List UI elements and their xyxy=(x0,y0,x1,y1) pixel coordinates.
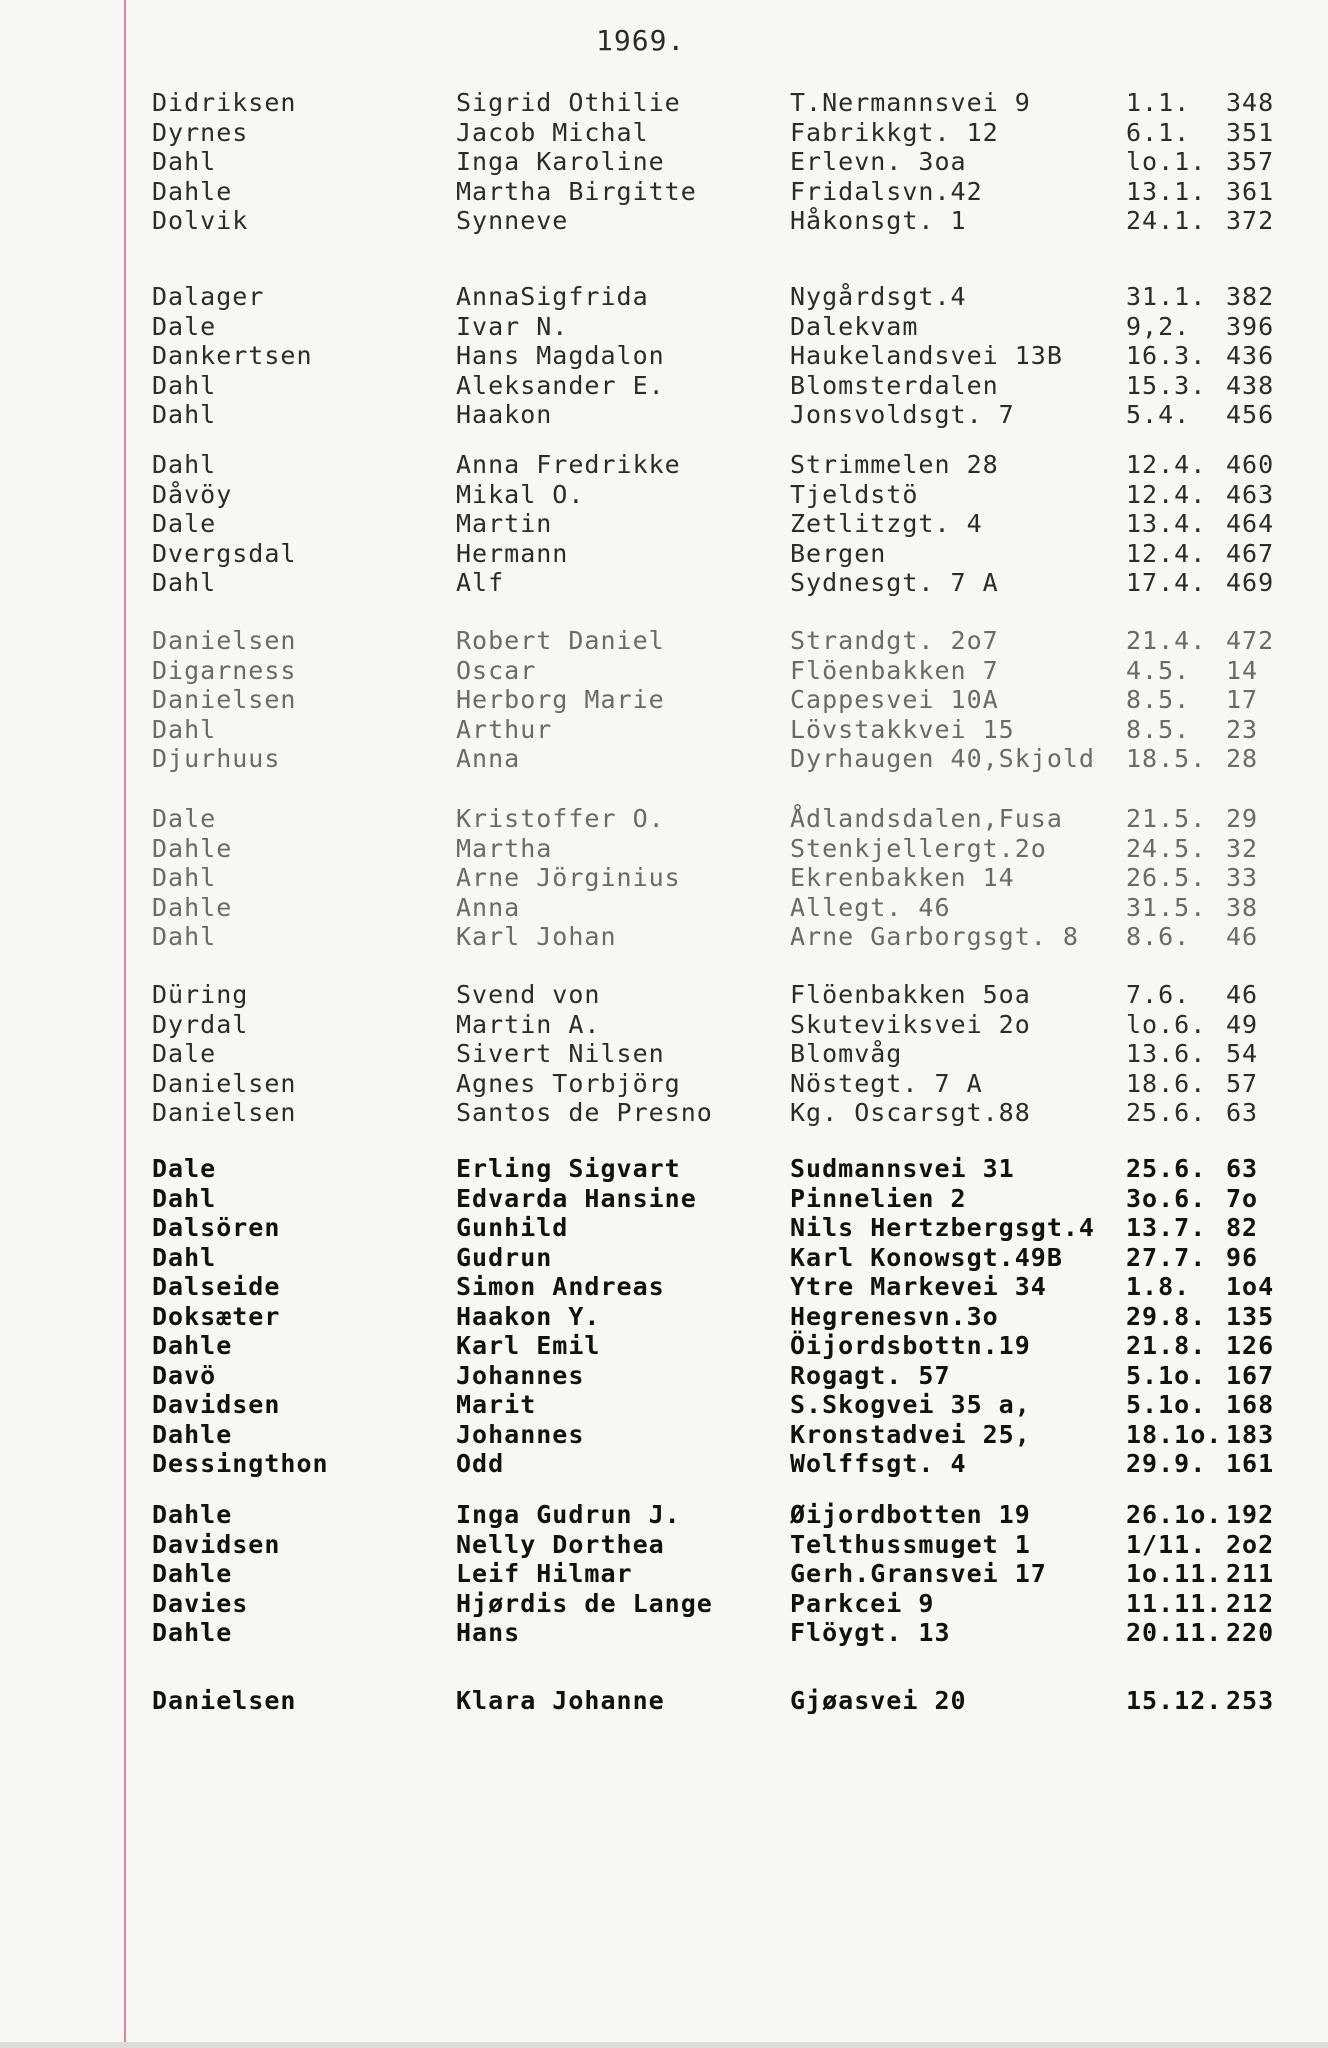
surname: Dalager xyxy=(152,282,265,311)
given-names: Karl Johan xyxy=(456,922,617,951)
surname: Davies xyxy=(152,1588,249,1618)
date: 4.5. xyxy=(1126,655,1191,685)
given-names: Erling Sigvart xyxy=(456,1154,681,1183)
register-entry xyxy=(0,656,1328,686)
entry-group xyxy=(0,1686,1328,1716)
entry-number: 469 xyxy=(1226,568,1275,597)
date: 16.3. xyxy=(1126,341,1207,370)
date: 15.3. xyxy=(1126,370,1207,400)
entry-number: 348 xyxy=(1226,88,1275,117)
entry-number: 14 xyxy=(1226,655,1259,685)
register-entry xyxy=(0,980,1328,1010)
entry-number: 23 xyxy=(1226,714,1259,744)
register-entry xyxy=(0,1686,1328,1716)
address: Lövstakkvei 15 xyxy=(790,714,1015,744)
page-bottom-edge xyxy=(0,2042,1328,2048)
entry-number: 33 xyxy=(1226,863,1259,892)
date: 15.12. xyxy=(1126,1686,1223,1715)
given-names: Haakon Y. xyxy=(456,1301,601,1331)
surname: Dahle xyxy=(152,176,233,206)
entry-number: 472 xyxy=(1226,626,1275,655)
date: 9,2. xyxy=(1126,311,1191,341)
entry-number: 135 xyxy=(1226,1301,1275,1331)
address: Nöstegt. 7 A xyxy=(790,1068,983,1098)
given-names: Klara Johanne xyxy=(456,1686,665,1715)
surname: Dale xyxy=(152,1154,217,1183)
register-entry xyxy=(0,1331,1328,1361)
surname: Danielsen xyxy=(152,1068,297,1098)
date: 12.4. xyxy=(1126,479,1207,509)
given-names: Svend von xyxy=(456,980,601,1009)
date: 26.5. xyxy=(1126,863,1207,892)
given-names: Sivert Nilsen xyxy=(456,1039,665,1068)
given-names: Anna xyxy=(456,744,521,773)
surname: Dahle xyxy=(152,1500,233,1529)
given-names: Hans Magdalon xyxy=(456,341,665,370)
surname: Dåvöy xyxy=(152,479,233,509)
entry-number: 438 xyxy=(1226,370,1275,400)
entry-number: 7o xyxy=(1226,1183,1259,1213)
entry-number: 29 xyxy=(1226,804,1259,833)
given-names: Kristoffer O. xyxy=(456,804,665,833)
entry-number: 463 xyxy=(1226,479,1275,509)
entry-number: 28 xyxy=(1226,744,1259,773)
date: 24.5. xyxy=(1126,833,1207,863)
surname: Dahl xyxy=(152,147,217,176)
surname: Dahl xyxy=(152,400,217,429)
date: 12.4. xyxy=(1126,538,1207,568)
given-names: AnnaSigfrida xyxy=(456,282,649,311)
date: 1.8. xyxy=(1126,1272,1191,1301)
address: Pinnelien 2 xyxy=(790,1183,967,1213)
register-entry xyxy=(0,509,1328,539)
entry-number: 460 xyxy=(1226,450,1275,479)
date: 31.1. xyxy=(1126,282,1207,311)
surname: Davidsen xyxy=(152,1390,281,1419)
entry-group xyxy=(0,1500,1328,1648)
register-entry xyxy=(0,1039,1328,1069)
surname: Dvergsdal xyxy=(152,538,297,568)
entry-number: 211 xyxy=(1226,1559,1275,1588)
given-names: Santos de Presno xyxy=(456,1098,713,1127)
date: 13.1. xyxy=(1126,176,1207,206)
entry-number: 357 xyxy=(1226,147,1275,176)
address: S.Skogvei 35 a, xyxy=(790,1390,1031,1419)
register-entry xyxy=(0,715,1328,745)
date: 3o.6. xyxy=(1126,1183,1207,1213)
address: Flöenbakken 7 xyxy=(790,655,999,685)
address: Dalekvam xyxy=(790,311,919,341)
date: 12.4. xyxy=(1126,450,1207,479)
date: 8.5. xyxy=(1126,714,1191,744)
entry-number: 63 xyxy=(1226,1154,1259,1183)
register-entry xyxy=(0,177,1328,207)
surname: Dahl xyxy=(152,922,217,951)
surname: Danielsen xyxy=(152,1098,297,1127)
address: Nygårdsgt.4 xyxy=(790,282,967,311)
surname: Didriksen xyxy=(152,88,297,117)
entry-number: 161 xyxy=(1226,1449,1275,1478)
register-entry xyxy=(0,685,1328,715)
date: 25.6. xyxy=(1126,1154,1207,1183)
address: Strandgt. 2o7 xyxy=(790,626,999,655)
entry-number: 192 xyxy=(1226,1500,1275,1529)
given-names: Herborg Marie xyxy=(456,685,665,714)
entry-number: 49 xyxy=(1226,1009,1259,1039)
date: lo.6. xyxy=(1126,1009,1207,1039)
entry-number: 212 xyxy=(1226,1588,1275,1618)
date: 29.9. xyxy=(1126,1449,1207,1478)
register-entry xyxy=(0,893,1328,923)
date: 17.4. xyxy=(1126,568,1207,597)
surname: Dahl xyxy=(152,714,217,744)
address: Ekrenbakken 14 xyxy=(790,863,1015,892)
entry-group xyxy=(0,626,1328,774)
entry-number: 126 xyxy=(1226,1331,1275,1360)
surname: Dalsören xyxy=(152,1213,281,1242)
date: 13.4. xyxy=(1126,509,1207,538)
register-entry xyxy=(0,1589,1328,1619)
given-names: Inga Karoline xyxy=(456,147,665,176)
entry-number: 2o2 xyxy=(1226,1529,1275,1559)
register-entry xyxy=(0,88,1328,118)
address: Gjøasvei 20 xyxy=(790,1686,967,1715)
given-names: Oscar xyxy=(456,655,537,685)
given-names: Sigrid Othilie xyxy=(456,88,681,117)
date: 8.5. xyxy=(1126,685,1191,714)
date: 24.1. xyxy=(1126,206,1207,235)
date: 18.6. xyxy=(1126,1068,1207,1098)
entry-number: 168 xyxy=(1226,1390,1275,1419)
given-names: Martha xyxy=(456,833,553,863)
given-names: Leif Hilmar xyxy=(456,1559,633,1588)
address: Cappesvei 10A xyxy=(790,685,999,714)
address: Jonsvoldsgt. 7 xyxy=(790,400,1015,429)
surname: Digarness xyxy=(152,655,297,685)
entry-number: 372 xyxy=(1226,206,1275,235)
entry-number: 57 xyxy=(1226,1068,1259,1098)
date: 6.1. xyxy=(1126,117,1191,147)
given-names: Odd xyxy=(456,1449,505,1478)
register-entry xyxy=(0,282,1328,312)
date: 5.4. xyxy=(1126,400,1191,429)
date: 21.5. xyxy=(1126,804,1207,833)
register-entry xyxy=(0,744,1328,774)
given-names: Hjørdis de Lange xyxy=(456,1588,713,1618)
given-names: Karl Emil xyxy=(456,1331,601,1360)
given-names: Hans xyxy=(456,1618,521,1647)
surname: Danielsen xyxy=(152,685,297,714)
address: Sudmannsvei 31 xyxy=(790,1154,1015,1183)
address: Wolffsgt. 4 xyxy=(790,1449,967,1478)
date: 5.1o. xyxy=(1126,1390,1207,1419)
date: lo.1. xyxy=(1126,147,1207,176)
given-names: Gudrun xyxy=(456,1242,553,1272)
entry-number: 464 xyxy=(1226,509,1275,538)
address: Kg. Oscarsgt.88 xyxy=(790,1098,1031,1127)
surname: Dahle xyxy=(152,892,233,922)
register-entry xyxy=(0,1272,1328,1302)
given-names: Johannes xyxy=(456,1419,585,1449)
given-names: Ivar N. xyxy=(456,311,569,341)
entry-number: 96 xyxy=(1226,1242,1259,1272)
date: 1o.11. xyxy=(1126,1559,1223,1588)
date: 27.7. xyxy=(1126,1242,1207,1272)
date: 11.11. xyxy=(1126,1588,1223,1618)
entry-group xyxy=(0,282,1328,430)
address: Sydnesgt. 7 A xyxy=(790,568,999,597)
entry-number: 46 xyxy=(1226,980,1259,1009)
entry-number: 382 xyxy=(1226,282,1275,311)
surname: Dale xyxy=(152,509,217,538)
address: Karl Konowsgt.49B xyxy=(790,1242,1063,1272)
register-entry xyxy=(0,1213,1328,1243)
entry-number: 220 xyxy=(1226,1618,1275,1647)
entry-group xyxy=(0,1154,1328,1479)
surname: Davö xyxy=(152,1360,217,1390)
date: 25.6. xyxy=(1126,1098,1207,1127)
surname: Dahl xyxy=(152,568,217,597)
date: 1.1. xyxy=(1126,88,1191,117)
entry-number: 183 xyxy=(1226,1419,1275,1449)
register-entry xyxy=(0,1302,1328,1332)
entry-number: 167 xyxy=(1226,1360,1275,1390)
address: Stenkjellergt.2o xyxy=(790,833,1047,863)
date: 5.1o. xyxy=(1126,1360,1207,1390)
register-entry xyxy=(0,804,1328,834)
given-names: Anna xyxy=(456,892,521,922)
entry-number: 456 xyxy=(1226,400,1275,429)
given-names: Mikal O. xyxy=(456,479,585,509)
address: Gerh.Gransvei 17 xyxy=(790,1559,1047,1588)
entry-group xyxy=(0,88,1328,236)
surname: Dahle xyxy=(152,1618,233,1647)
given-names: Martin xyxy=(456,509,553,538)
entry-number: 351 xyxy=(1226,117,1275,147)
surname: Doksæter xyxy=(152,1301,281,1331)
register-entry xyxy=(0,1420,1328,1450)
surname: Dahle xyxy=(152,1559,233,1588)
given-names: Synneve xyxy=(456,206,569,235)
address: Nils Hertzbergsgt.4 xyxy=(790,1213,1095,1242)
surname: Dessingthon xyxy=(152,1449,329,1478)
entry-number: 1o4 xyxy=(1226,1272,1275,1301)
given-names: Alf xyxy=(456,568,505,597)
address: Zetlitzgt. 4 xyxy=(790,509,983,538)
address: Øijordbotten 19 xyxy=(790,1500,1031,1529)
register-entry xyxy=(0,1361,1328,1391)
surname: Dahl xyxy=(152,370,217,400)
entry-number: 63 xyxy=(1226,1098,1259,1127)
given-names: Martin A. xyxy=(456,1009,601,1039)
given-names: Hermann xyxy=(456,538,569,568)
entry-number: 46 xyxy=(1226,922,1259,951)
given-names: Jacob Michal xyxy=(456,117,649,147)
surname: Danielsen xyxy=(152,1686,297,1715)
address: Öijordsbottn.19 xyxy=(790,1331,1031,1360)
register-entry xyxy=(0,450,1328,480)
surname: Dahl xyxy=(152,1242,217,1272)
entry-group xyxy=(0,804,1328,952)
register-entry xyxy=(0,1098,1328,1128)
date: 21.8. xyxy=(1126,1331,1207,1360)
address: Parkcei 9 xyxy=(790,1588,935,1618)
entry-number: 361 xyxy=(1226,176,1275,206)
entry-number: 38 xyxy=(1226,892,1259,922)
entry-group xyxy=(0,980,1328,1128)
given-names: Arne Jörginius xyxy=(456,863,681,892)
given-names: Aleksander E. xyxy=(456,370,665,400)
register-entry xyxy=(0,371,1328,401)
surname: Dale xyxy=(152,804,217,833)
surname: Dyrdal xyxy=(152,1009,249,1039)
address: Fridalsvn.42 xyxy=(790,176,983,206)
surname: Danielsen xyxy=(152,626,297,655)
surname: Dahle xyxy=(152,1419,233,1449)
surname: Dahl xyxy=(152,1183,217,1213)
given-names: Marit xyxy=(456,1390,537,1419)
address: T.Nermannsvei 9 xyxy=(790,88,1031,117)
register-entry xyxy=(0,118,1328,148)
page-year: 1969. xyxy=(596,24,686,57)
entry-number: 253 xyxy=(1226,1686,1275,1715)
address: Blomvåg xyxy=(790,1039,903,1068)
entry-number: 17 xyxy=(1226,685,1259,714)
address: Strimmelen 28 xyxy=(790,450,999,479)
register-entry xyxy=(0,206,1328,236)
address: Flöygt. 13 xyxy=(790,1618,951,1647)
address: Erlevn. 3oa xyxy=(790,147,967,176)
given-names: Arthur xyxy=(456,714,553,744)
date: 13.7. xyxy=(1126,1213,1207,1242)
date: 26.1o. xyxy=(1126,1500,1223,1529)
given-names: Edvarda Hansine xyxy=(456,1183,697,1213)
surname: Dahl xyxy=(152,863,217,892)
date: 18.1o. xyxy=(1126,1419,1223,1449)
given-names: Gunhild xyxy=(456,1213,569,1242)
surname: Dyrnes xyxy=(152,117,249,147)
address: Flöenbakken 5oa xyxy=(790,980,1031,1009)
given-names: Nelly Dorthea xyxy=(456,1529,665,1559)
register-entry xyxy=(0,1449,1328,1479)
register-entry xyxy=(0,480,1328,510)
given-names: Anna Fredrikke xyxy=(456,450,681,479)
surname: Dale xyxy=(152,311,217,341)
register-entry xyxy=(0,834,1328,864)
date: 21.4. xyxy=(1126,626,1207,655)
address: Arne Garborgsgt. 8 xyxy=(790,922,1079,951)
surname: Düring xyxy=(152,980,249,1009)
date: 13.6. xyxy=(1126,1039,1207,1068)
register-entry xyxy=(0,1069,1328,1099)
surname: Djurhuus xyxy=(152,744,281,773)
surname: Dahl xyxy=(152,450,217,479)
register-entry xyxy=(0,1184,1328,1214)
surname: Dalseide xyxy=(152,1272,281,1301)
address: Rogagt. 57 xyxy=(790,1360,951,1390)
given-names: Agnes Torbjörg xyxy=(456,1068,681,1098)
date: 18.5. xyxy=(1126,744,1207,773)
entry-number: 436 xyxy=(1226,341,1275,370)
entry-number: 54 xyxy=(1226,1039,1259,1068)
address: Hegrenesvn.3o xyxy=(790,1301,999,1331)
surname: Davidsen xyxy=(152,1529,281,1559)
address: Blomsterdalen xyxy=(790,370,999,400)
surname: Dahle xyxy=(152,833,233,863)
given-names: Inga Gudrun J. xyxy=(456,1500,681,1529)
address: Telthussmuget 1 xyxy=(790,1529,1031,1559)
register-entry xyxy=(0,1530,1328,1560)
register-entry xyxy=(0,1500,1328,1530)
date: 1/11. xyxy=(1126,1529,1207,1559)
entry-number: 467 xyxy=(1226,538,1275,568)
given-names: Haakon xyxy=(456,400,553,429)
register-entry xyxy=(0,1154,1328,1184)
register-entry xyxy=(0,863,1328,893)
date: 7.6. xyxy=(1126,980,1191,1009)
register-entry xyxy=(0,1243,1328,1273)
address: Håkonsgt. 1 xyxy=(790,206,967,235)
date: 29.8. xyxy=(1126,1301,1207,1331)
entry-number: 82 xyxy=(1226,1213,1259,1242)
entry-group xyxy=(0,450,1328,598)
given-names: Johannes xyxy=(456,1360,585,1390)
surname: Dankertsen xyxy=(152,341,313,370)
address: Ytre Markevei 34 xyxy=(790,1272,1047,1301)
register-entry xyxy=(0,539,1328,569)
register-entry xyxy=(0,1618,1328,1648)
register-entry xyxy=(0,312,1328,342)
address: Ådlandsdalen,Fusa xyxy=(790,804,1063,833)
register-entry xyxy=(0,1390,1328,1420)
address: Tjeldstö xyxy=(790,479,919,509)
register-entry xyxy=(0,568,1328,598)
register-entry xyxy=(0,147,1328,177)
register-entry xyxy=(0,400,1328,430)
address: Bergen xyxy=(790,538,887,568)
address: Fabrikkgt. 12 xyxy=(790,117,999,147)
given-names: Martha Birgitte xyxy=(456,176,697,206)
date: 20.11. xyxy=(1126,1618,1223,1647)
given-names: Simon Andreas xyxy=(456,1272,665,1301)
register-entry xyxy=(0,1559,1328,1589)
address: Haukelandsvei 13B xyxy=(790,341,1063,370)
address: Skuteviksvei 2o xyxy=(790,1009,1031,1039)
register-entry xyxy=(0,1010,1328,1040)
surname: Dahle xyxy=(152,1331,233,1360)
register-entry xyxy=(0,922,1328,952)
given-names: Robert Daniel xyxy=(456,626,665,655)
surname: Dolvik xyxy=(152,206,249,235)
entry-number: 32 xyxy=(1226,833,1259,863)
date: 31.5. xyxy=(1126,892,1207,922)
address: Kronstadvei 25, xyxy=(790,1419,1031,1449)
register-entry xyxy=(0,341,1328,371)
surname: Dale xyxy=(152,1039,217,1068)
entry-number: 396 xyxy=(1226,311,1275,341)
date: 8.6. xyxy=(1126,922,1191,951)
address: Dyrhaugen 40,Skjold xyxy=(790,744,1095,773)
address: Allegt. 46 xyxy=(790,892,951,922)
register-entry xyxy=(0,626,1328,656)
